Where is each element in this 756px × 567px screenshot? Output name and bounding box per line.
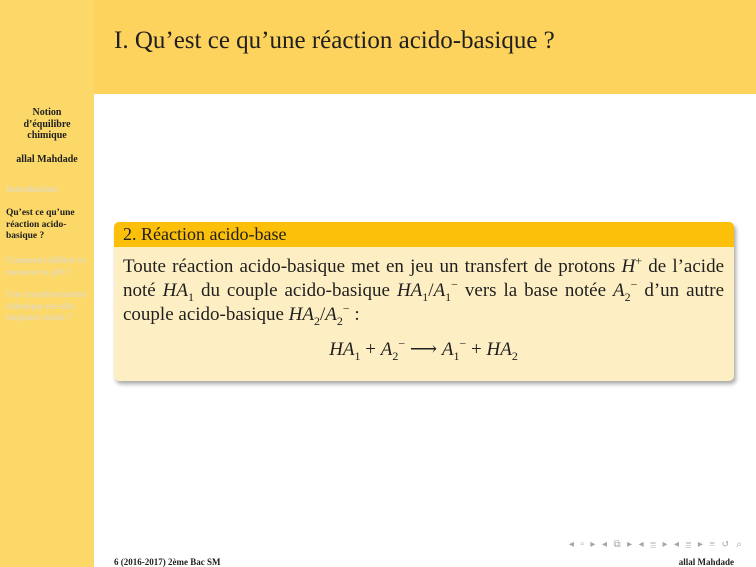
header [94,0,756,94]
block-text: Toute réaction acido-basique met en jeu un transfert de protons H+ de l’acide noté $HA_1$ du couple acido-basique $HA_1/A_1^-$ vers la base notée $A_2^-$ d’un autre couple acido-basique $HA_2/A_2^-$ : [123,253,725,328]
nav-item-reaction[interactable]: Qu’est ce qu’une réaction acido-basique ? [6,208,75,241]
sidebar [0,0,94,567]
footer-author: allal Mahdade [678,557,734,567]
sidebar-title-line: Notion [32,107,62,118]
reaction-equation: $HA_1 + A_2^-$ ⟶ $A_1^- + HA_2$ [329,336,518,363]
footer-slide-info: 6 (2016-2017) 2ème Bac SM [114,557,221,567]
definition-block [114,222,734,381]
page-title: I. Qu’est ce qu’une réaction acido-basique ? [114,27,555,54]
block-title: 2. Réaction acido-base [114,222,734,247]
beamer-navigation-icons[interactable]: ◂ ▫ ▸ ◂ ⧉ ▸ ◂ ≣ ▸ ◂ ≣ ▸ ≡ ↺ ⌕ [568,539,744,550]
sidebar-title [6,107,88,142]
nav-item-introduction[interactable]: Introduction [6,185,58,195]
sidebar-title-line: d’équilibre [23,118,71,130]
block-body [114,247,734,362]
nav-item-ph[interactable]: Comment définir et mesurer le pH ? [6,256,86,278]
sidebar-author: allal Mahdade [16,154,78,165]
sidebar-title-line: chimique [27,130,67,141]
nav-item-totale[interactable]: Une transformation chimique est-elle toujours totale ? [6,290,87,323]
